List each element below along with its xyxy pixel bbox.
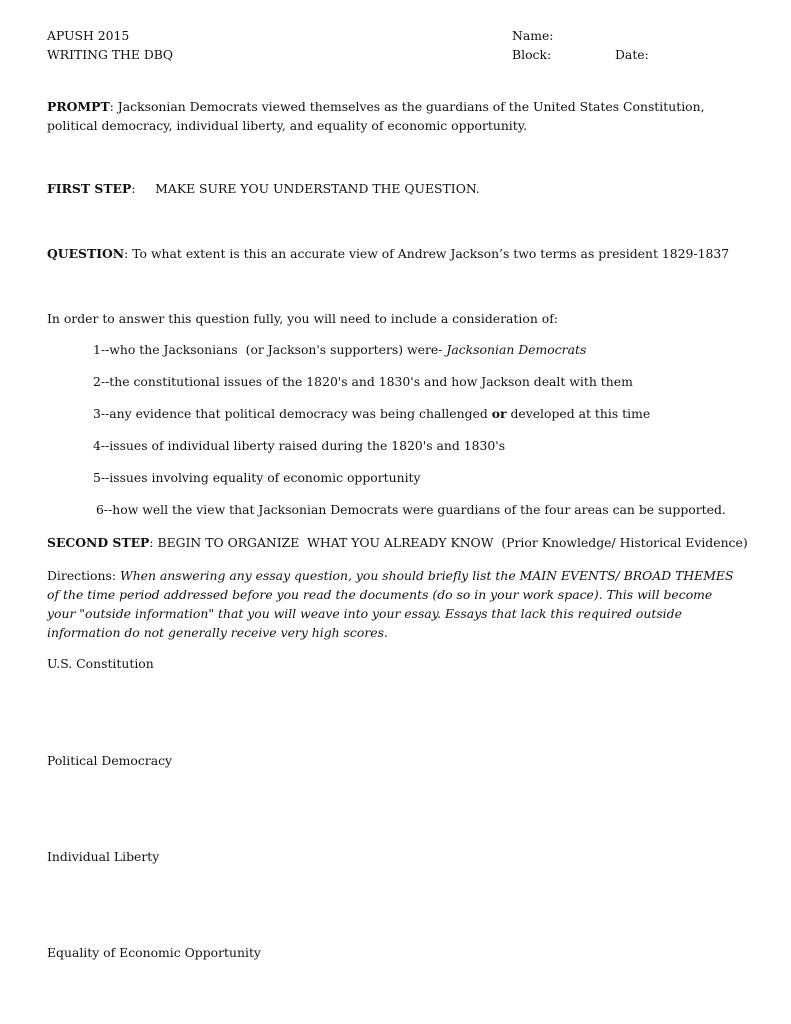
- list-item-1-text: 1--who the Jacksonians (or Jackson's supporters) were-: [93, 342, 447, 357]
- list-item-3: [93, 405, 650, 423]
- list-item-1: [93, 341, 586, 359]
- list-item-6: 6--how well the view that Jacksonian Democrats were guardians of the four areas can be supported.: [96, 502, 726, 517]
- list-item-3-bold: or: [491, 406, 507, 421]
- section-individual-liberty: Individual Liberty: [47, 849, 160, 864]
- directions-label: Directions:: [47, 568, 120, 583]
- prompt-text: : Jacksonian Democrats viewed themselves as the guardians of the United States Constitution, political democracy, individual liberty, and equality of economic opportunity.: [47, 99, 705, 133]
- section-constitution: U.S. Constitution: [47, 656, 154, 671]
- list-item-1-emphasis: Jacksonian Democrats: [446, 342, 587, 357]
- list-item-4: 4--issues of individual liberty raised during the 1820's and 1830's: [93, 438, 506, 453]
- assignment-title: WRITING THE DBQ: [47, 47, 174, 62]
- consideration-intro: In order to answer this question fully, you will need to include a consideration of:: [47, 311, 558, 326]
- prompt-paragraph: [47, 97, 747, 135]
- first-step: [47, 180, 480, 198]
- question-label: QUESTION: [47, 246, 125, 261]
- first-step-label: FIRST STEP: [47, 181, 132, 196]
- date-label: Date:: [615, 47, 649, 62]
- question: [47, 245, 729, 263]
- block-label: Block:: [512, 47, 552, 62]
- list-item-5: 5--issues involving equality of economic opportunity: [93, 470, 421, 485]
- second-step: [47, 534, 748, 552]
- directions-paragraph: [47, 566, 742, 642]
- first-step-text: : MAKE SURE YOU UNDERSTAND THE QUESTION.: [131, 181, 480, 196]
- list-item-2: 2--the constitutional issues of the 1820's and 1830's and how Jackson dealt with them: [93, 374, 633, 389]
- prompt-label: PROMPT: [47, 99, 110, 114]
- directions-text: When answering any essay question, you should briefly list the MAIN EVENTS/ BROAD THEMES of the time period addressed before you read the documents (do so in your work space). This will become your "outside information" that you will weave into your essay. Essays that lack this required outside information do not generally receive very high scores.: [47, 568, 734, 640]
- question-text: : To what extent is this an accurate view of Andrew Jackson’s two terms as president 1829-1837: [124, 246, 730, 261]
- name-label: Name:: [512, 28, 554, 43]
- section-political-democracy: Political Democracy: [47, 753, 173, 768]
- list-item-3-pre: 3--any evidence that political democracy was being challenged: [93, 406, 492, 421]
- list-item-3-post: developed at this time: [506, 406, 651, 421]
- section-economic-opportunity: Equality of Economic Opportunity: [47, 945, 261, 960]
- second-step-label: SECOND STEP: [47, 535, 150, 550]
- course-title: APUSH 2015: [47, 28, 130, 43]
- second-step-text: : BEGIN TO ORGANIZE WHAT YOU ALREADY KNOW (Prior Knowledge/ Historical Evidence): [149, 535, 748, 550]
